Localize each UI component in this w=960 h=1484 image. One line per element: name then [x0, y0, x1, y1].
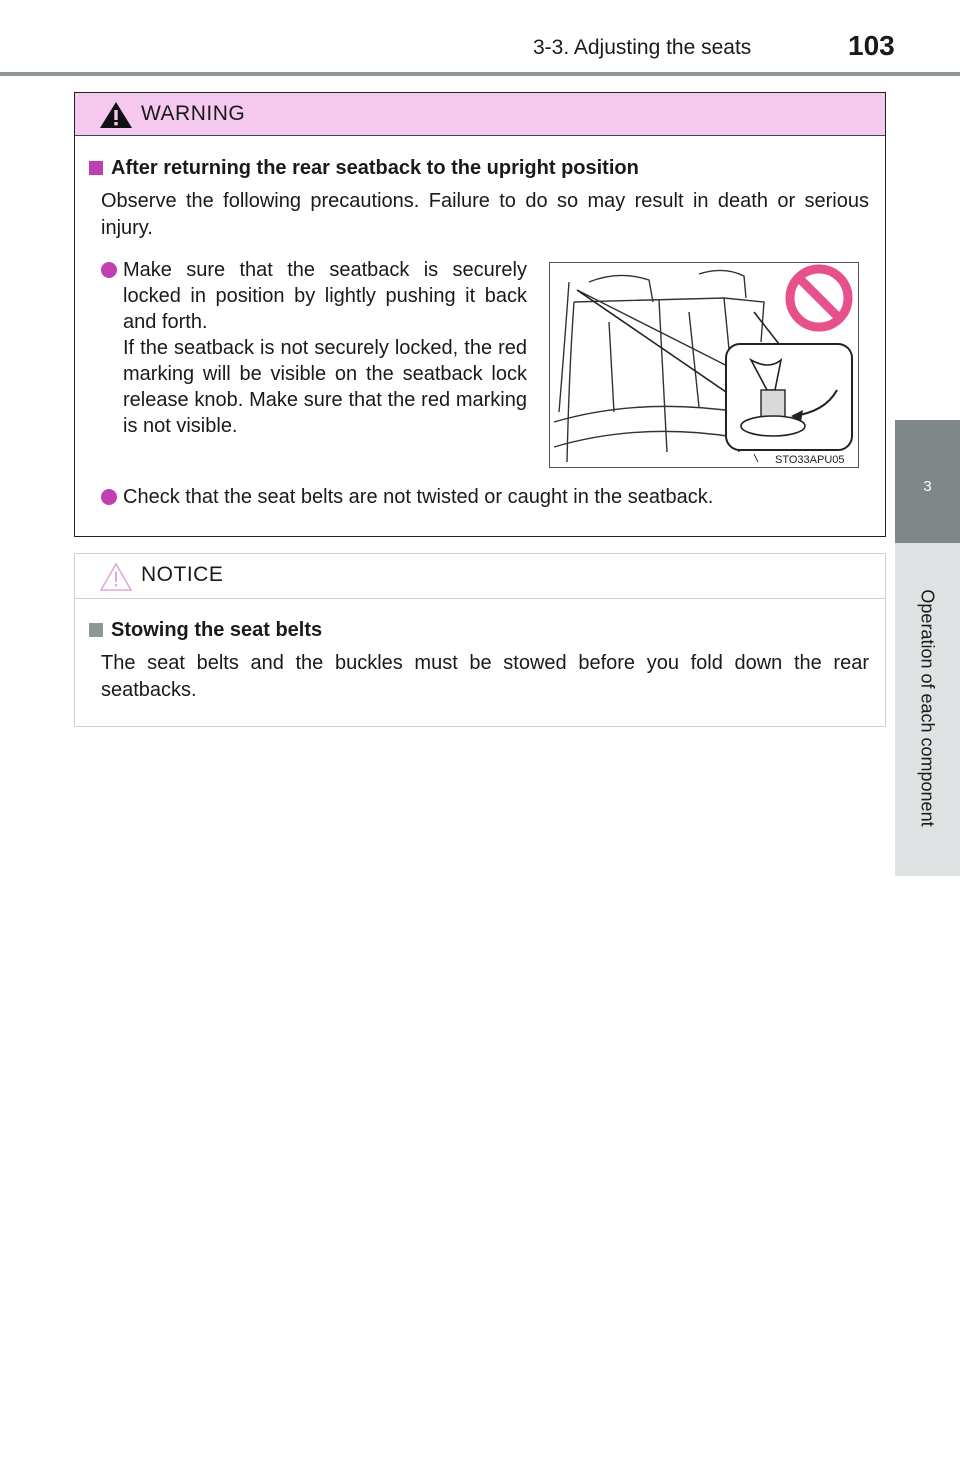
notice-label: NOTICE [141, 563, 224, 586]
notice-box [74, 553, 886, 727]
warning-triangle-icon [99, 101, 133, 129]
warning-title-text: After returning the rear seatback to the upright position [111, 157, 639, 179]
chapter-number: 3 [923, 478, 932, 495]
caution-outline-triangle-icon [99, 562, 133, 592]
bullet-dot-icon [101, 262, 117, 278]
page-number: 103 [848, 30, 895, 61]
warning-bullet-1 [101, 257, 527, 439]
notice-header [75, 554, 885, 599]
warning-box [74, 92, 886, 537]
section-square-icon [89, 623, 103, 637]
header-section-title: 3-3. Adjusting the seats [533, 36, 752, 59]
no-symbol-icon [785, 264, 853, 332]
warning-label: WARNING [141, 102, 246, 125]
warning-intro: Observe the following precautions. Failure to do so may result in death or serious injury. [101, 190, 869, 239]
bullet-2-text: Check that the seat belts are not twisted or caught in the seatback. [123, 486, 714, 508]
chapter-title: Operation of each component [917, 589, 938, 827]
section-square-icon [89, 161, 103, 175]
bullet-dot-icon [101, 489, 117, 505]
header-divider [0, 72, 960, 76]
notice-section-title [89, 619, 322, 642]
figure-code: STO33APU05 [775, 454, 845, 466]
bullet-1-extra: If the seatback is not securely locked, the red marking will be visible on the seatback lock release knob. Make sure that the red marking is not visible. [123, 337, 527, 437]
warning-header [75, 93, 885, 136]
chapter-tab [895, 420, 960, 543]
warning-section-title [89, 157, 639, 180]
warning-bullet-2 [101, 484, 881, 510]
notice-title-text: Stowing the seat belts [111, 619, 323, 641]
bullet-1-text: Make sure that the seatback is securely locked in position by lightly pushing it back and forth. [123, 259, 527, 333]
notice-text: The seat belts and the buckles must be stowed before you fold down the rear seatbacks. [101, 652, 869, 701]
seatback-lock-illustration [549, 262, 859, 468]
